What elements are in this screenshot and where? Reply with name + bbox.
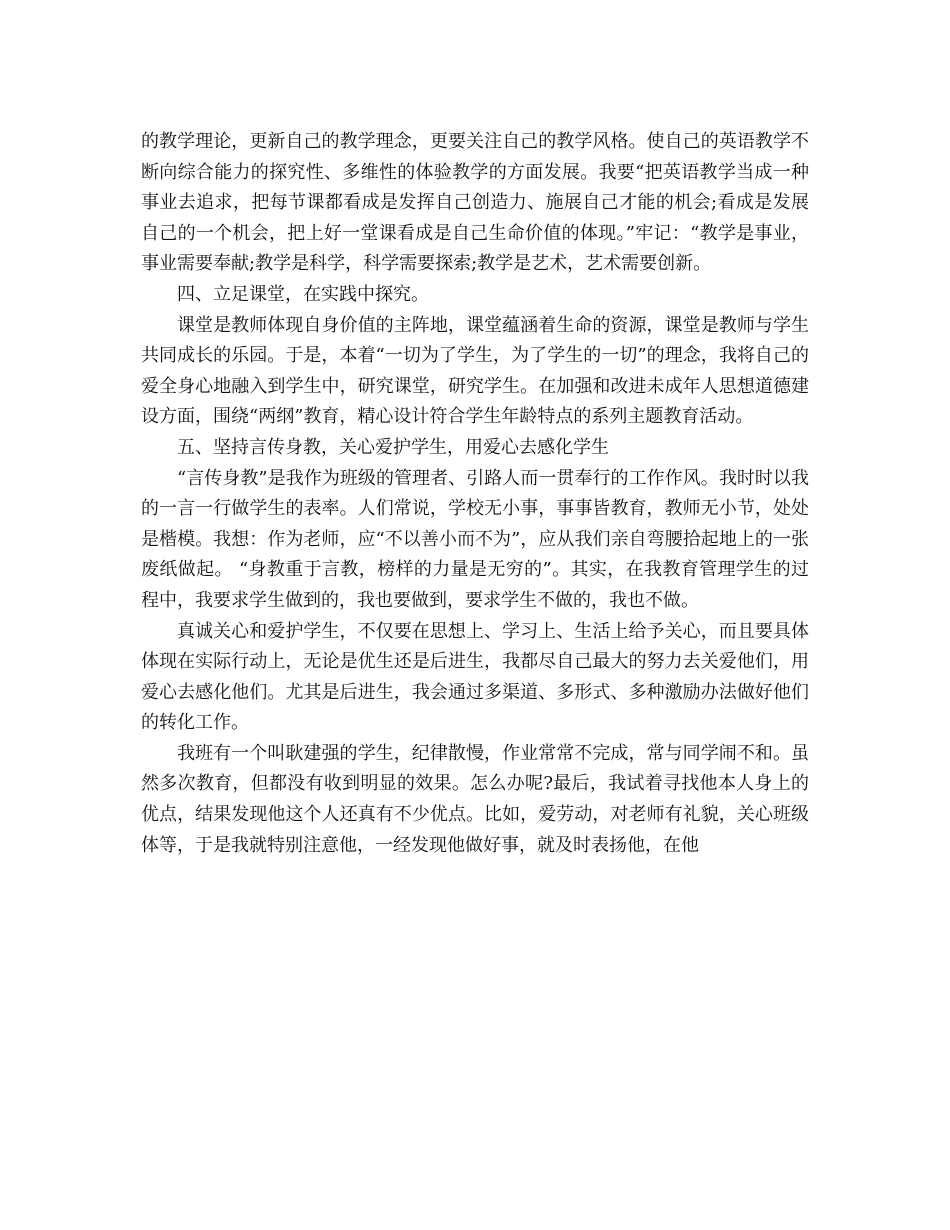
section-heading-5: 五、坚持言传身教，关心爱护学生，用爱心去感化学生 (177, 436, 609, 458)
paragraph-continued: 的教学理论，更新自己的教学理念，更要关注自己的教学风格。使自己的英语教学不断向综合能力的探究性、多维性的体验教学的方面发展。我要“把英语教学当成一种事业去追求，把每节课都看成是发挥自己创造力、施展自己才能的机会;看成是发展自己的一个机会，把上好一堂课看成是自己生命价值的体现。”牢记：“教学是事业，事业需要奉献;教学是科学，科学需要探索;教学是艺术，艺术需要创新。 (141, 131, 809, 275)
section-heading-4: 四、立足课堂，在实践中探究。 (177, 283, 429, 305)
paragraph: 课堂是教师体现自身价值的主阵地，课堂蕴涵着生命的资源，课堂是教师与学生共同成长的乐园。于是，本着“一切为了学生，为了学生的一切”的理念，我将自己的爱全身心地融入到学生中，研究课堂，研究学生。在加强和改进未成年人思想道德建设方面，围绕“两纲”教育，精心设计符合学生年龄特点的系列主题教育活动。 (141, 314, 809, 428)
paragraph: 真诚关心和爱护学生，不仅要在思想上、学习上、生活上给予关心，而且要具体体现在实际行动上，无论是优生还是后进生，我都尽自己最大的努力去关爱他们，用爱心去感化他们。尤其是后进生，我会通过多渠道、多形式、多种激励办法做好他们的转化工作。 (141, 620, 809, 734)
document-body (141, 127, 809, 861)
paragraph: “言传身教”是我作为班级的管理者、引路人而一贯奉行的工作作风。我时时以我的一言一行做学生的表率。人们常说，学校无小事，事事皆教育，教师无小节，处处是楷模。我想：作为老师，应“不以善小而不为”，应从我们亲自弯腰拾起地上的一张废纸做起。 “身教重于言教，榜样的力量是无穷的”。其实，在我教育管理学生的过程中，我要求学生做到的，我也要做到，要求学生不做的，我也不做。 (141, 467, 809, 611)
paragraph: 我班有一个叫耿建强的学生，纪律散慢，作业常常不完成，常与同学闹不和。虽然多次教育，但都没有收到明显的效果。怎么办呢?最后，我试着寻找他本人身上的优点，结果发现他这个人还真有不少优点。比如，爱劳动，对老师有礼貌，关心班级体等，于是我就特别注意他，一经发现他做好事，就及时表扬他，在他 (141, 742, 809, 856)
